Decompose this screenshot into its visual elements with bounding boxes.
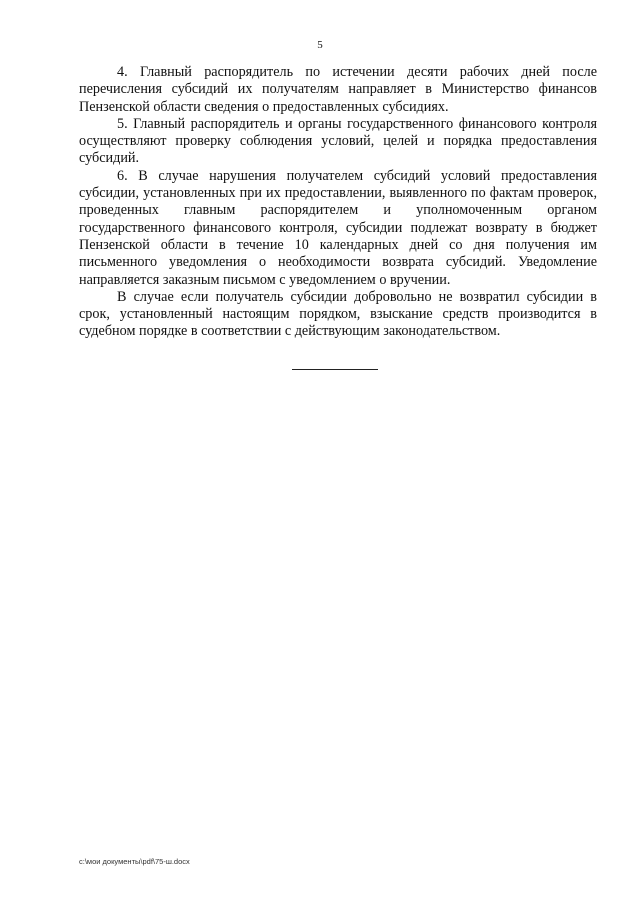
end-of-text-rule xyxy=(292,369,378,370)
paragraph-5: 5. Главный распорядитель и органы государственного финансового контроля осуществляют проверку соблюдения условий, целей и порядка предоставления субсидий. xyxy=(79,115,597,167)
document-body xyxy=(79,64,597,341)
footer-file-path: c:\мои документы\pdf\75-ш.docx xyxy=(79,857,190,866)
paragraph-4: 4. Главный распорядитель по истечении десяти рабочих дней после перечисления субсидий их получателям направляет в Министерство финансов Пензенской области сведения о предоставленных субсидиях. xyxy=(79,64,597,115)
page-number: 5 xyxy=(317,39,323,51)
paragraph-refund-enforcement: В случае если получатель субсидии добровольно не возвратил субсидии в срок, установленный настоящим порядком, взыскание средств производится в судебном порядке в соответствии с действующим законодательством. xyxy=(79,288,597,340)
paragraph-6: 6. В случае нарушения получателем субсидий условий предоставления субсидии, установленных при их предоставлении, выявленного по фактам проверок, проведенных главным распорядителем и уполномоченным органом государственного финансового контроля, субсидии подлежат возврату в бюджет Пензенской области в течение 10 календарных дней со дня получения им письменного уведомления о необходимости возврата субсидий. Уведомление направляется заказным письмом с уведомлением о вручении. xyxy=(79,167,597,288)
